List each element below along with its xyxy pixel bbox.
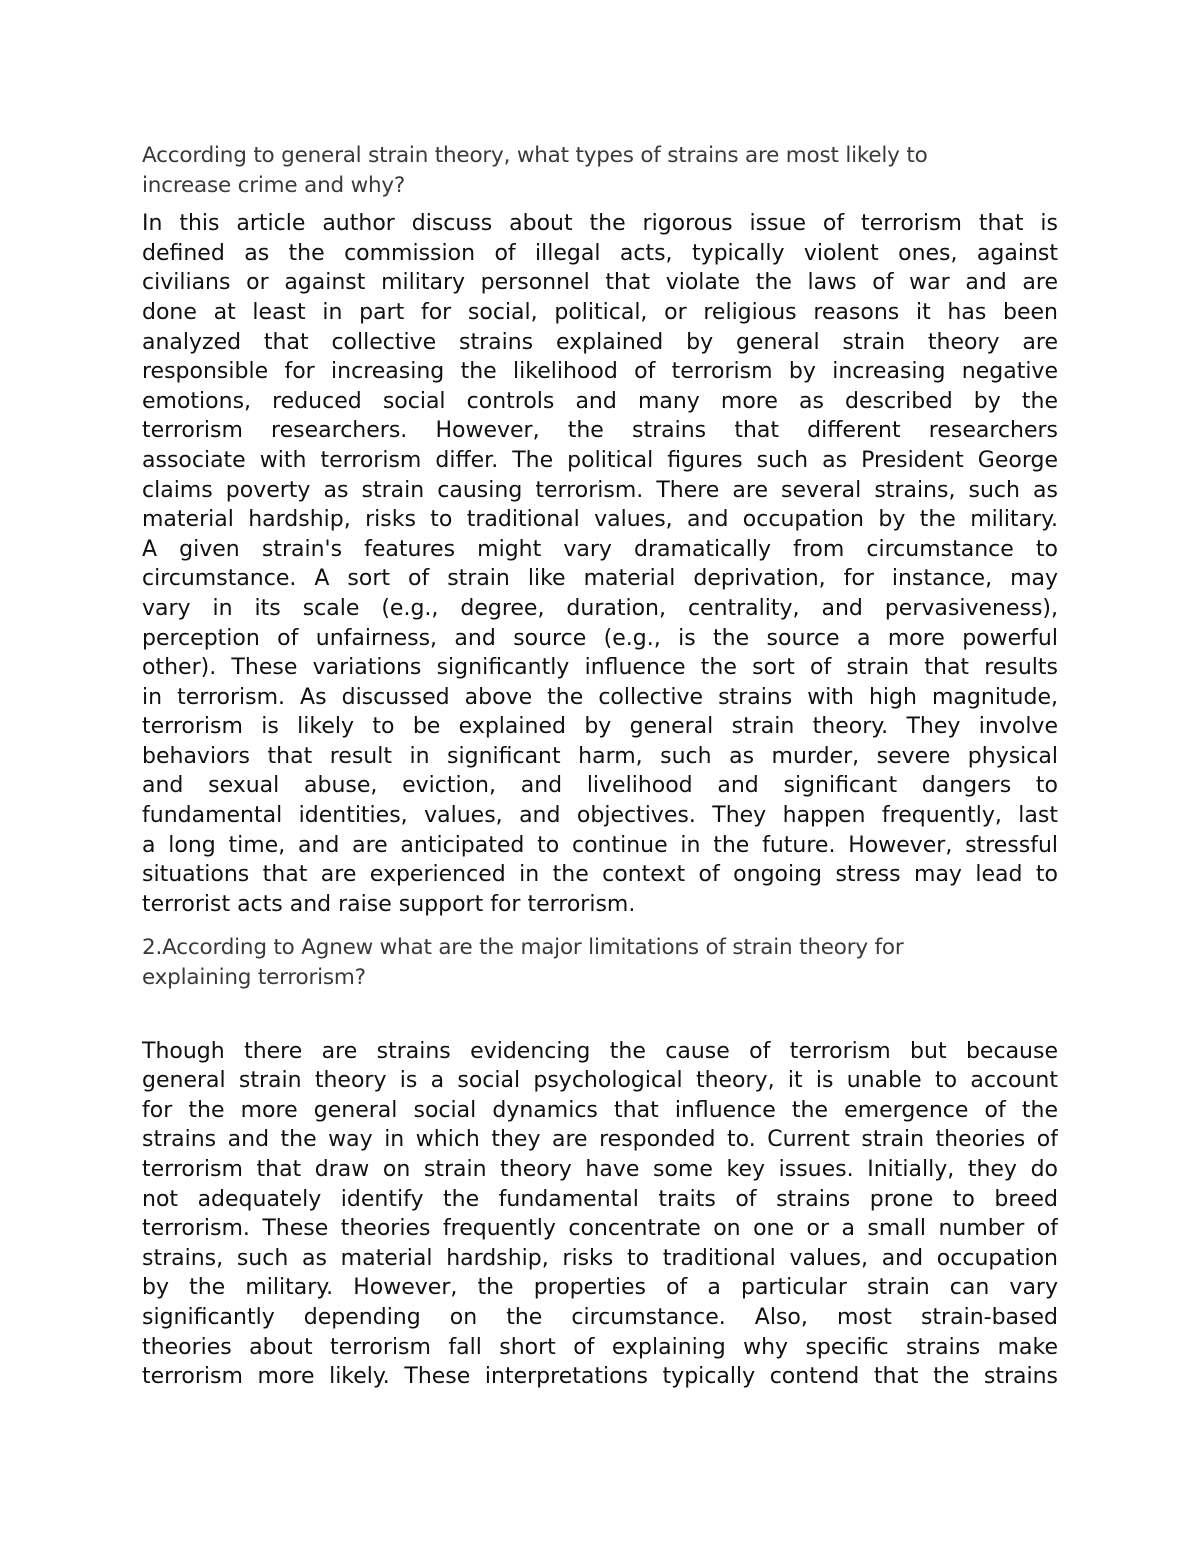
- answer-2-line: significantly depending on the circumstance. Also, most strain-based: [142, 1304, 1058, 1330]
- answer-1-line: civilians or against military personnel that violate the laws of war and are: [142, 270, 1058, 296]
- answer-1-line: material hardship, risks to traditional values, and occupation by the military.: [142, 507, 1058, 533]
- answer-2-line: not adequately identify the fundamental traits of strains prone to breed: [142, 1186, 1058, 1212]
- answer-2-line: Though there are strains evidencing the cause of terrorism but because: [142, 1038, 1058, 1064]
- spacer: [142, 919, 1058, 933]
- answer-2-paragraph: [142, 1037, 1058, 1392]
- answer-1-line: analyzed that collective strains explained by general strain theory are: [142, 329, 1058, 355]
- answer-2-line: strains and the way in which they are responded to. Current strain theories of: [142, 1127, 1058, 1153]
- spacer: [142, 200, 1058, 209]
- answer-2-line: terrorism. These theories frequently concentrate on one or a small number of: [142, 1216, 1058, 1242]
- question-1-heading: [142, 141, 1058, 200]
- answer-1-line: terrorist acts and raise support for terrorism.: [142, 891, 636, 917]
- answer-2-line: general strain theory is a social psychological theory, it is unable to account: [142, 1068, 1058, 1094]
- answer-1-line: situations that are experienced in the context of ongoing stress may lead to: [142, 862, 1058, 888]
- question-2-line: explaining terrorism?: [142, 965, 366, 991]
- answer-2-line: by the military. However, the properties of a particular strain can vary: [142, 1275, 1058, 1301]
- answer-1-line: vary in its scale (e.g., degree, duration, centrality, and pervasiveness),: [142, 595, 1058, 621]
- answer-1-line: fundamental identities, values, and objectives. They happen frequently, last: [142, 803, 1058, 829]
- answer-2-line: for the more general social dynamics that influence the emergence of the: [142, 1097, 1058, 1123]
- spacer: [142, 993, 1058, 1037]
- question-2-heading: [142, 933, 1058, 992]
- answer-1-line: emotions, reduced social controls and many more as described by the: [142, 388, 1058, 414]
- answer-1-paragraph: [142, 209, 1058, 919]
- question-1-line: According to general strain theory, what types of strains are most likely to: [142, 143, 928, 168]
- answer-1-line: claims poverty as strain causing terrorism. There are several strains, such as: [142, 477, 1058, 503]
- answer-2-line: strains, such as material hardship, risks to traditional values, and occupation: [142, 1245, 1058, 1271]
- answer-1-line: done at least in part for social, political, or religious reasons it has been: [142, 299, 1058, 325]
- answer-1-line: a long time, and are anticipated to continue in the future. However, stressful: [142, 832, 1058, 858]
- question-2-line: 2.According to Agnew what are the major limitations of strain theory for: [142, 935, 904, 961]
- answer-2-line: terrorism more likely. These interpretations typically contend that the strains: [142, 1364, 1058, 1390]
- answer-2-line: theories about terrorism fall short of explaining why specific strains make: [142, 1334, 1058, 1360]
- answer-1-line: in terrorism. As discussed above the collective strains with high magnitude,: [142, 684, 1058, 710]
- answer-2-line: terrorism that draw on strain theory have some key issues. Initially, they do: [142, 1157, 1058, 1182]
- answer-1-line: defined as the commission of illegal acts, typically violent ones, against: [142, 240, 1058, 266]
- answer-1-line: responsible for increasing the likelihood of terrorism by increasing negative: [142, 359, 1058, 385]
- answer-1-line: behaviors that result in significant harm, such as murder, severe physical: [142, 743, 1058, 769]
- answer-1-line: In this article author discuss about the rigorous issue of terrorism that is: [142, 211, 1058, 237]
- answer-1-line: associate with terrorism differ. The political figures such as President George: [142, 447, 1058, 473]
- answer-1-line: perception of unfairness, and source (e.g., is the source a more powerful: [142, 625, 1058, 651]
- answer-1-line: terrorism researchers. However, the strains that different researchers: [142, 418, 1058, 444]
- answer-1-line: A given strain's features might vary dramatically from circumstance to: [142, 536, 1058, 562]
- answer-1-line: and sexual abuse, eviction, and livelihood and significant dangers to: [142, 773, 1058, 799]
- answer-1-line: terrorism is likely to be explained by general strain theory. They involve: [142, 714, 1058, 740]
- document-page: [142, 141, 1058, 1392]
- answer-1-line: other). These variations significantly influence the sort of strain that results: [142, 655, 1058, 681]
- answer-1-line: circumstance. A sort of strain like material deprivation, for instance, may: [142, 566, 1058, 592]
- question-1-line: increase crime and why?: [142, 172, 406, 198]
